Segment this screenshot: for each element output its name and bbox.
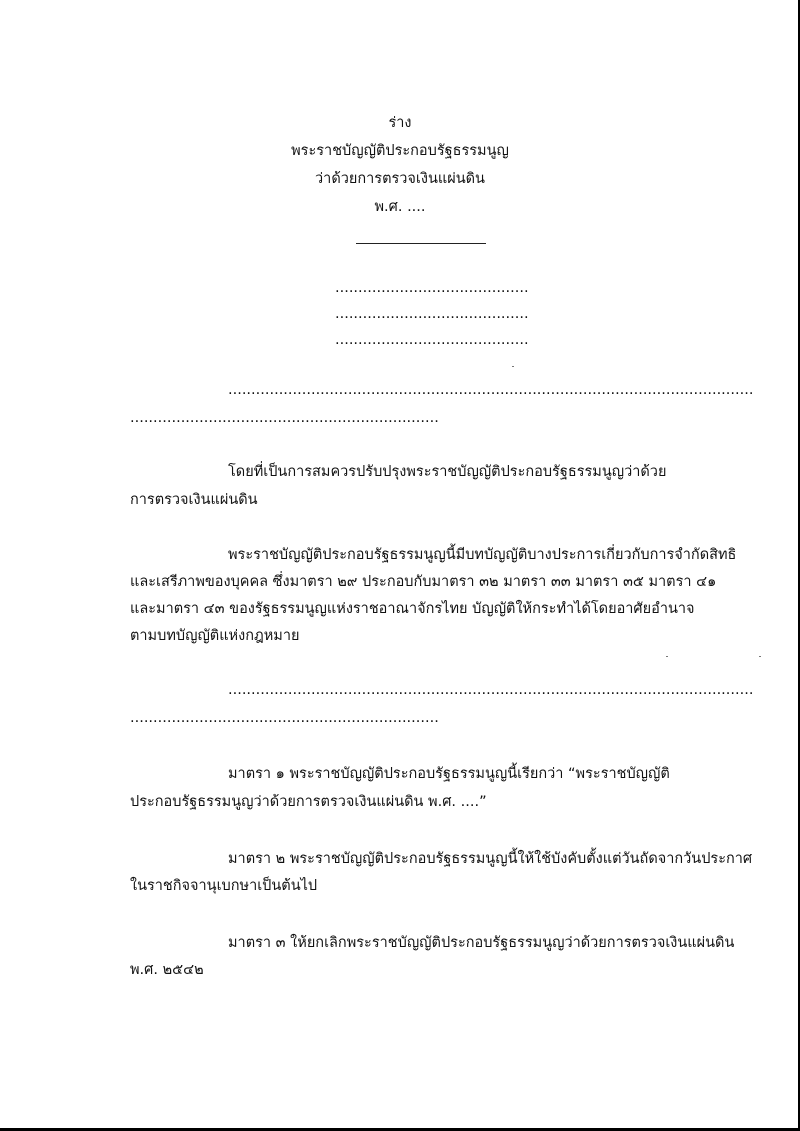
enactment2-dots-line2: ................................................................... [130, 710, 439, 726]
signature-dots-2: .......................................... [335, 306, 529, 322]
enactment2-dots-line1: .................................................................................................................. [228, 682, 754, 698]
rights-note-line1: พระราชบัญญัติประกอบรัฐธรรมนูญนี้มีบทบัญญัติบางประการเกี่ยวกับการจำกัดสิทธิ [228, 547, 737, 563]
signature-dots-1: .......................................... [335, 280, 529, 296]
scan-speck [512, 366, 514, 367]
section-2-line2: ในราชกิจจานุเบกษาเป็นต้นไป [130, 878, 318, 894]
preamble-line1: โดยที่เป็นการสมควรปรับปรุงพระราชบัญญัติประกอบรัฐธรรมนูญว่าด้วย [228, 464, 667, 480]
rights-note-line3: และมาตรา ๔๓ ของรัฐธรรมนูญแห่งราชอาณาจักรไทย บัญญัติให้กระทำได้โดยอาศัยอำนาจ [130, 601, 695, 617]
preamble-line2: การตรวจเงินแผ่นดิน [130, 492, 258, 508]
title-divider [356, 243, 486, 244]
draft-label: ร่าง [388, 115, 412, 131]
section-2-line1: มาตรา ๒ พระราชบัญญัติประกอบรัฐธรรมนูญนี้ให้ใช้บังคับตั้งแต่วันถัดจากวันประกาศ [228, 851, 753, 867]
rights-note-line4: ตามบทบัญญัติแห่งกฎหมาย [130, 628, 300, 644]
act-title-line1: พระราชบัญญัติประกอบรัฐธรรมนูญ [291, 143, 509, 159]
section-1-line2: ประกอบรัฐธรรมนูญว่าด้วยการตรวจเงินแผ่นดิน พ.ศ. ....” [130, 794, 487, 810]
act-year: พ.ศ. .... [374, 199, 426, 215]
rights-note-line2: และเสรีภาพของบุคคล ซึ่งมาตรา ๒๙ ประกอบกับมาตรา ๓๒ มาตรา ๓๓ มาตรา ๓๕ มาตรา ๔๑ [130, 574, 717, 590]
act-title-line2: ว่าด้วยการตรวจเงินแผ่นดิน [315, 171, 485, 187]
signature-dots-3: .......................................... [335, 332, 529, 348]
section-3-line1: มาตรา ๓ ให้ยกเลิกพระราชบัญญัติประกอบรัฐธรรมนูญว่าด้วยการตรวจเงินแผ่นดิน [228, 935, 735, 951]
scan-speck [759, 656, 761, 657]
section-3-line2: พ.ศ. ๒๕๔๒ [130, 962, 204, 978]
scan-speck [666, 656, 668, 657]
enactment-dots-line2: ................................................................... [130, 410, 439, 426]
enactment-dots-line1: .................................................................................................................. [228, 382, 754, 398]
section-1-line1: มาตรา ๑ พระราชบัญญัติประกอบรัฐธรรมนูญนี้เรียกว่า “พระราชบัญญัติ [228, 766, 670, 782]
